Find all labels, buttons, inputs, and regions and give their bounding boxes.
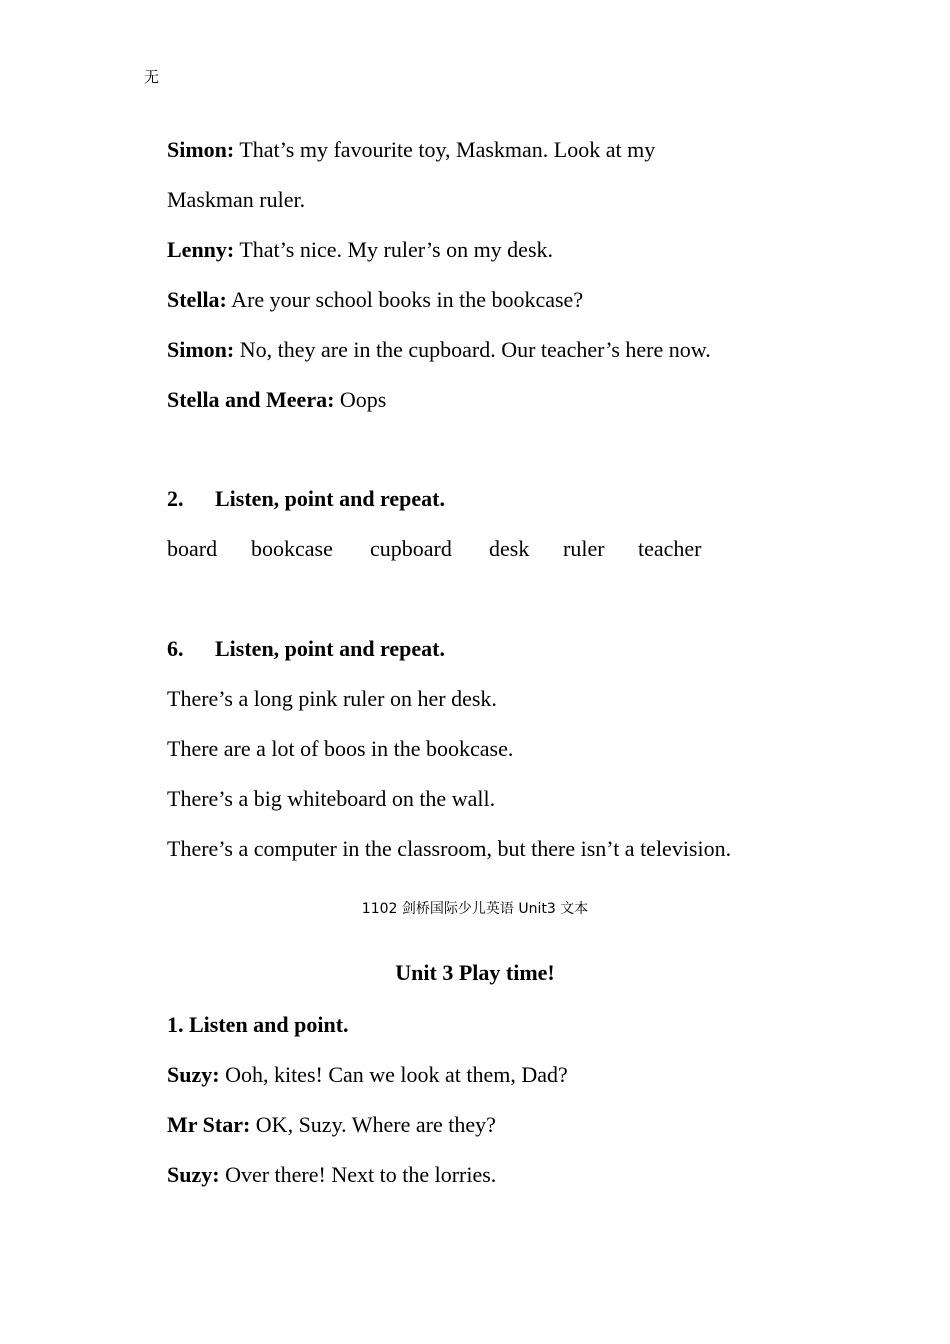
dialogue-line bbox=[167, 1061, 568, 1089]
vocabulary-word: ruler bbox=[563, 536, 605, 561]
dialogue-line bbox=[167, 336, 711, 364]
sentence: There are a lot of boos in the bookcase. bbox=[167, 736, 514, 761]
dialogue-text: That’s my favourite toy, Maskman. Look at my bbox=[234, 137, 656, 162]
speaker-name: Stella and Meera: bbox=[167, 387, 335, 412]
dialogue-text: That’s nice. My ruler’s on my desk. bbox=[234, 237, 554, 262]
speaker-name: Lenny: bbox=[167, 237, 235, 262]
dialogue-line bbox=[167, 186, 305, 214]
document-footer-title: 1102 剑桥国际少儿英语 Unit3 文本 bbox=[361, 901, 589, 917]
speaker-name: Simon: bbox=[167, 137, 235, 162]
vocabulary-word: bookcase bbox=[251, 536, 333, 561]
vocabulary-word: desk bbox=[489, 536, 530, 561]
section-heading: 1. Listen and point. bbox=[167, 1012, 349, 1037]
speaker-name: Mr Star: bbox=[167, 1112, 251, 1137]
header-mark: 无 bbox=[144, 68, 160, 86]
dialogue-text: Oops bbox=[334, 387, 387, 412]
dialogue-text: Maskman ruler. bbox=[167, 187, 306, 212]
section-heading: Listen, point and repeat. bbox=[215, 486, 446, 511]
dialogue-line bbox=[167, 386, 386, 414]
dialogue-text: OK, Suzy. Where are they? bbox=[250, 1112, 496, 1137]
unit-title: Unit 3 Play time! bbox=[395, 960, 555, 985]
speaker-name: Suzy: bbox=[167, 1162, 220, 1187]
section-number: 2. bbox=[167, 486, 184, 511]
dialogue-line bbox=[167, 1111, 496, 1139]
speaker-name: Suzy: bbox=[167, 1062, 220, 1087]
dialogue-text: Are your school books in the bookcase? bbox=[226, 287, 584, 312]
vocabulary-word: cupboard bbox=[370, 536, 452, 561]
dialogue-line bbox=[167, 286, 583, 314]
dialogue-line bbox=[167, 136, 655, 164]
speaker-name: Simon: bbox=[167, 337, 235, 362]
dialogue-text: Over there! Next to the lorries. bbox=[219, 1162, 497, 1187]
speaker-name: Stella: bbox=[167, 287, 227, 312]
sentence: There’s a big whiteboard on the wall. bbox=[167, 786, 496, 811]
dialogue-text: No, they are in the cupboard. Our teacher’s here now. bbox=[234, 337, 711, 362]
vocabulary-word: board bbox=[167, 536, 218, 561]
dialogue-line bbox=[167, 236, 553, 264]
vocabulary-list bbox=[0, 535, 950, 563]
dialogue-text: Ooh, kites! Can we look at them, Dad? bbox=[219, 1062, 568, 1087]
sentence: There’s a long pink ruler on her desk. bbox=[167, 686, 497, 711]
vocabulary-word: teacher bbox=[638, 536, 702, 561]
sentence: There’s a computer in the classroom, but there isn’t a television. bbox=[167, 836, 732, 861]
section-number: 6. bbox=[167, 636, 184, 661]
dialogue-line bbox=[167, 1161, 496, 1189]
section-heading: Listen, point and repeat. bbox=[215, 636, 446, 661]
